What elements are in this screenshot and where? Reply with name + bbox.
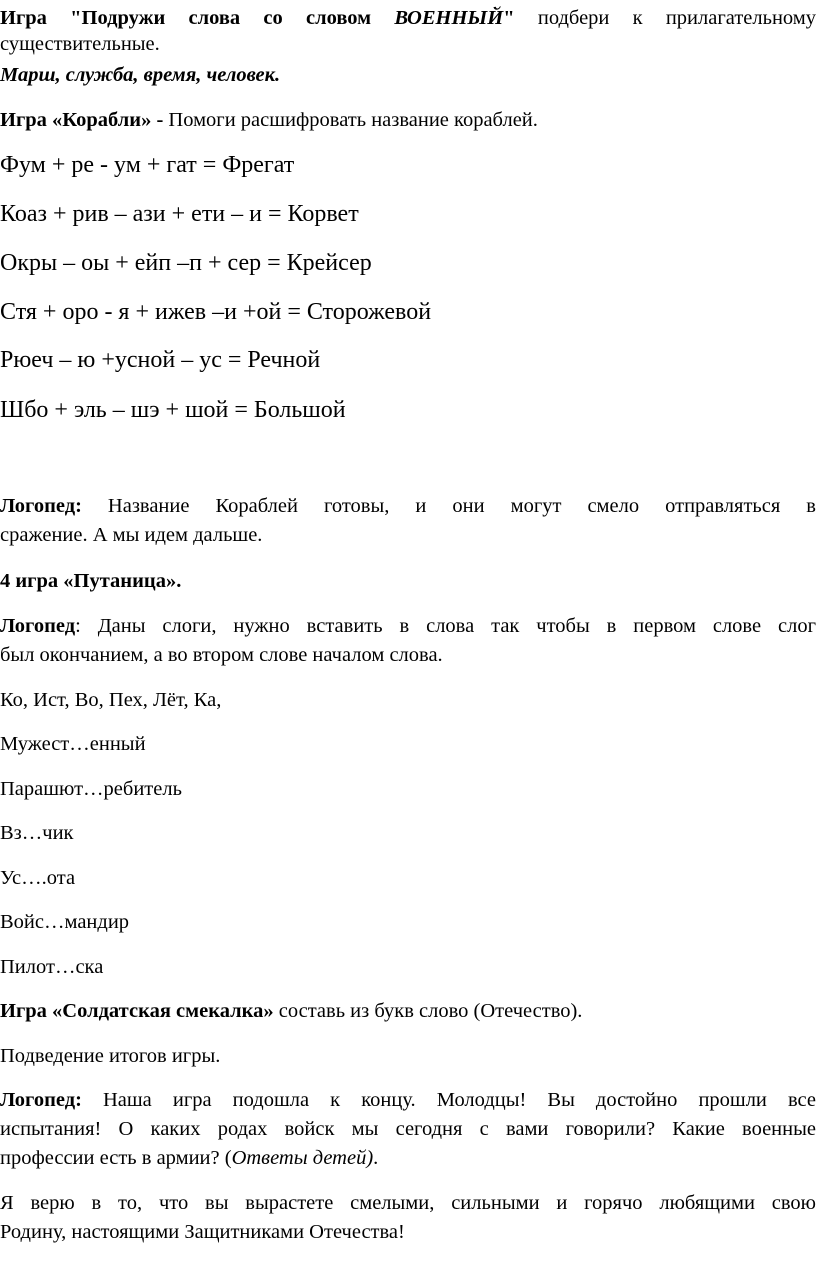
game1-instruction: подбери к прилагательному: [514, 7, 816, 29]
game1-title-prefix: Игра "Подружи слова со словом: [0, 7, 395, 29]
game2-title-line: [0, 107, 816, 133]
game1-title-word: ВОЕННЫЙ: [394, 7, 504, 29]
closing-line1: Я верю в то, что вы вырастете смелыми, сильными и горячо любящими свою: [0, 1192, 816, 1214]
word-item: Парашют…ребитель: [0, 778, 182, 800]
logoped2-line1: Логопед: Наша игра подошла к концу. Молодцы! Вы достойно прошли все: [0, 1089, 816, 1111]
game5-title: Игра «Солдатская смекалка»: [0, 1000, 274, 1022]
puzzle-line: Стя + оро - я + ижев –и +ой = Сторожевой: [0, 299, 432, 325]
logoped1-line2: сражение. А мы идем дальше.: [0, 524, 263, 546]
game4-syllables: Ко, Ист, Во, Пех, Лёт, Ка,: [0, 689, 222, 711]
puzzle-line: Рюеч – ю +усной – ус = Речной: [0, 347, 321, 373]
word-item: Мужест…енный: [0, 733, 146, 755]
game4-logoped-line2: был окончанием, а во втором слове началом слова.: [0, 644, 443, 666]
word-item: Войс…мандир: [0, 911, 130, 933]
word-item: Вз…чик: [0, 822, 74, 844]
logoped2-line2: испытания! О каких родах войск мы сегодня с вами говорили? Какие военные: [0, 1118, 816, 1140]
game4-logoped-line1: Логопед: Даны слоги, нужно вставить в слова так чтобы в первом слове слог: [0, 615, 816, 637]
game1-instruction-cont: существительные.: [0, 33, 160, 55]
word-item: Пилот…ска: [0, 956, 104, 978]
game1-answers: Марш, служба, время, человек.: [0, 64, 281, 86]
speaker-label: Логопед: [0, 615, 76, 637]
speaker-label: Логопед:: [0, 1089, 82, 1111]
word-item: Ус….ота: [0, 867, 76, 889]
game5-line: [0, 998, 816, 1024]
logoped2-line3: профессии есть в армии? (Ответы детей).: [0, 1147, 379, 1169]
game2-instruction: Помоги расшифровать название кораблей.: [168, 109, 538, 131]
puzzle-line: Фум + ре - ум + гат = Фрегат: [0, 152, 295, 178]
game1-title-suffix: ": [503, 7, 515, 29]
answers-note: Ответы детей): [231, 1147, 374, 1169]
closing-line2: Родину, настоящими Защитниками Отечества!: [0, 1221, 405, 1243]
game1-title-line: [0, 5, 816, 31]
speaker-label: Логопед:: [0, 495, 82, 517]
game5-instruction: составь из букв слово (Отечество).: [273, 1000, 583, 1022]
puzzle-line: Шбо + эль – шэ + шой = Большой: [0, 397, 346, 423]
game2-title: Игра «Корабли» -: [0, 109, 169, 131]
puzzle-line: Окры – оы + ейп –п + сер = Крейсер: [0, 250, 372, 276]
game4-title: 4 игра «Путаница».: [0, 570, 182, 592]
puzzle-line: Коаз + рив – ази + ети – и = Корвет: [0, 201, 359, 227]
logoped1-line1: Логопед: Название Кораблей готовы, и они могут смело отправляться в: [0, 495, 816, 517]
summary-line: Подведение итогов игры.: [0, 1045, 221, 1067]
